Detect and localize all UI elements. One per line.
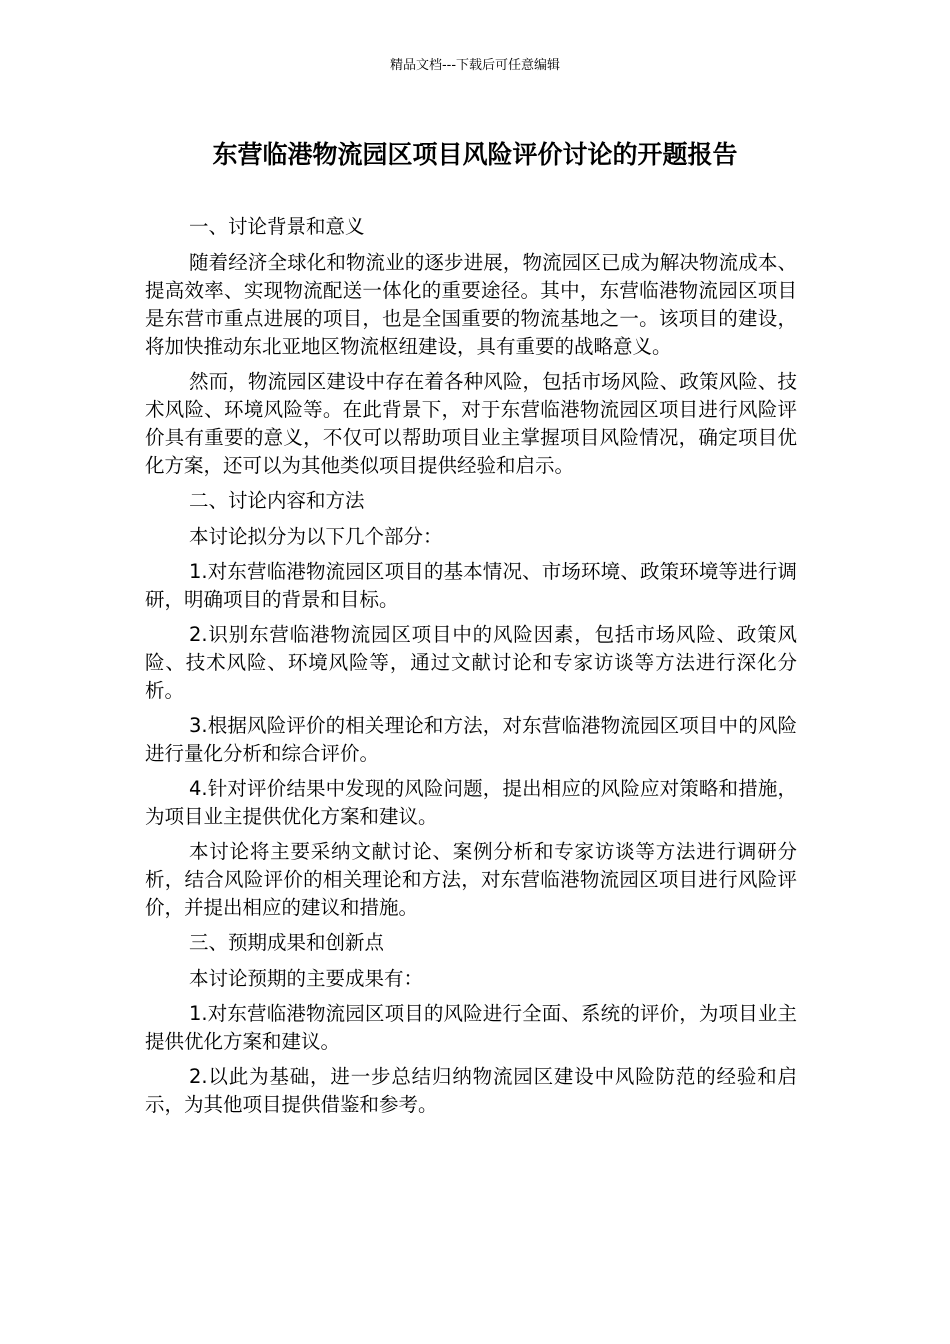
paragraph-background-2: 然而，物流园区建设中存在着各种风险，包括市场风险、政策风险、技术风险、环境风险等。在此背景下，对于东营临港物流园区项目进行风险评价具有重要的意义，不仅可以帮助项目业主掌握项目风险情况，确定项目优化方案，还可以为其他类似项目提供经验和启示。 (145, 370, 797, 477)
paragraph-content-intro: 本讨论拟分为以下几个部分： (189, 525, 443, 548)
section-heading-background: 一、讨论背景和意义 (189, 215, 365, 238)
document-title: 东营临港物流园区项目风险评价讨论的开题报告 (212, 140, 738, 169)
header-note: 精品文档---下载后可任意编辑 (389, 58, 561, 73)
list-item-content-1: 1.对东营临港物流园区项目的基本情况、市场环境、政策环境等进行调研，明确项目的背景和目标。 (145, 560, 797, 611)
list-item-outcome-1: 1.对东营临港物流园区项目的风险进行全面、系统的评价，为项目业主提供优化方案和建议。 (145, 1002, 797, 1053)
list-item-content-4: 4.针对评价结果中发现的风险问题，提出相应的风险应对策略和措施，为项目业主提供优化方案和建议。 (145, 777, 797, 828)
paragraph-methods: 本讨论将主要采纳文献讨论、案例分析和专家访谈等方法进行调研分析，结合风险评价的相关理论和方法，对东营临港物流园区项目进行风险评价，并提出相应的建议和措施。 (145, 840, 797, 919)
section-heading-outcomes: 三、预期成果和创新点 (189, 931, 385, 954)
document-body (145, 213, 797, 1126)
list-item-outcome-2: 2.以此为基础，进一步总结归纳物流园区建设中风险防范的经验和启示，为其他项目提供借鉴和参考。 (145, 1065, 797, 1116)
section-heading-content-methods: 二、讨论内容和方法 (189, 489, 365, 512)
list-item-content-3: 3.根据风险评价的相关理论和方法，对东营临港物流园区项目中的风险进行量化分析和综合评价。 (145, 714, 797, 765)
paragraph-outcomes-intro: 本讨论预期的主要成果有： (189, 967, 424, 990)
paragraph-background-1: 随着经济全球化和物流业的逐步进展，物流园区已成为解决物流成本、提高效率、实现物流配送一体化的重要途径。其中，东营临港物流园区项目是东营市重点进展的项目，也是全国重要的物流基地之一。该项目的建设，将加快推动东北亚地区物流枢纽建设，具有重要的战略意义。 (145, 251, 797, 358)
list-item-content-2: 2.识别东营临港物流园区项目中的风险因素，包括市场风险、政策风险、技术风险、环境风险等，通过文献讨论和专家访谈等方法进行深化分析。 (145, 623, 797, 702)
